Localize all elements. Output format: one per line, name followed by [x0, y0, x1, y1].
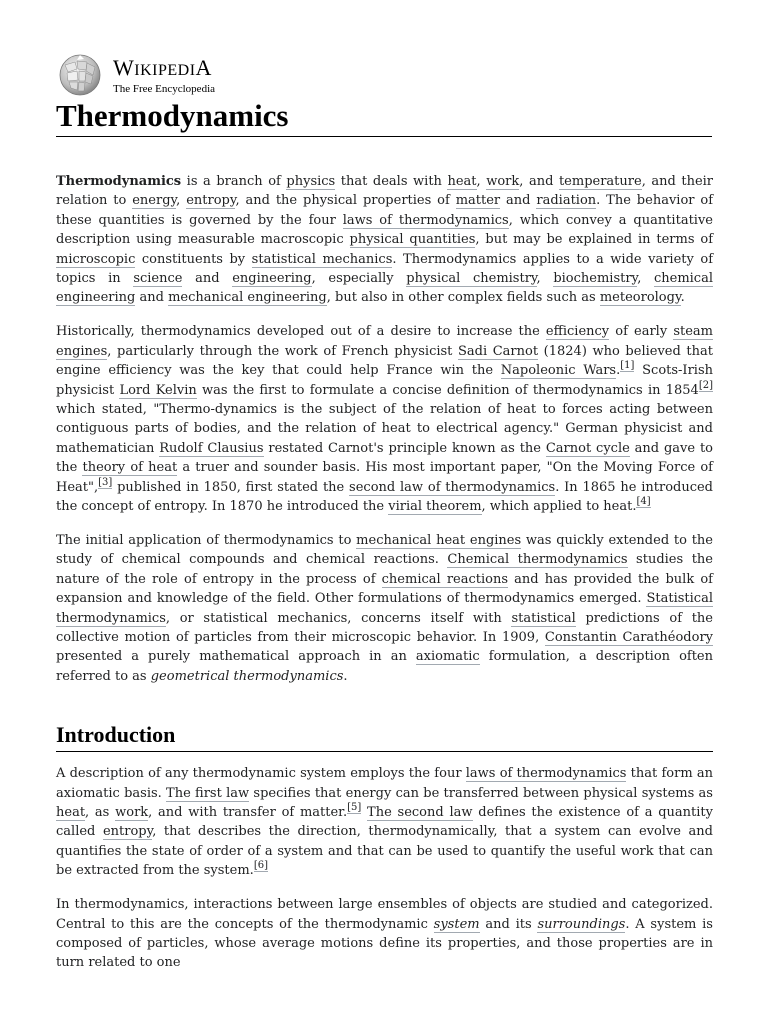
link-science[interactable]: science	[133, 271, 183, 287]
article-body	[56, 172, 713, 987]
link-laws-of-thermodynamics-2[interactable]: laws of thermodynamics	[465, 766, 627, 782]
link-first-law[interactable]: The first law	[166, 785, 250, 801]
link-lord-kelvin[interactable]: Lord Kelvin	[119, 382, 197, 398]
link-microscopic[interactable]: microscopic	[56, 251, 136, 267]
link-entropy-2[interactable]: entropy	[102, 824, 153, 840]
link-second-law[interactable]: The second law	[367, 804, 473, 820]
paragraph-applications: The initial application of thermodynamics to mechanical heat engines was quickly extended to the study of chemical compounds and chemical reactions. Chemical thermodynamics studies the nature of the role of entropy in the process of chemical reactions and has provided the bulk of expansion and knowledge of the field. Other formulations of thermodynamics emerged. Statistical thermodynamics, or statistical mechanics, concerns itself with statistical predictions of the collective motion of particles from their microscopic behavior. In 1909, Constantin Carathéodory presented a purely mathematical approach in an axiomatic formulation, a description often referred to as geometrical thermodynamics.	[56, 532, 714, 684]
wikipedia-globe-icon[interactable]	[55, 53, 105, 97]
link-heat[interactable]: heat	[447, 174, 477, 189]
link-heat-2[interactable]: heat	[56, 804, 86, 820]
link-physics[interactable]: physics	[286, 174, 336, 189]
link-sadi-carnot[interactable]: Sadi Carnot	[458, 343, 539, 359]
wordmark-subtitle: The Free Encyclopedia	[113, 83, 216, 95]
link-chemical-reactions[interactable]: chemical reactions	[381, 571, 509, 587]
reference-6[interactable]: [6]	[253, 860, 268, 872]
reference-3[interactable]: [3]	[98, 476, 113, 488]
link-radiation[interactable]: radiation	[536, 193, 597, 209]
link-energy[interactable]: energy	[132, 193, 177, 209]
link-system[interactable]: system	[433, 916, 480, 932]
link-physical-quantities[interactable]: physical quantities	[349, 232, 476, 248]
geometrical-thermodynamics-term: geometrical thermodynamics	[150, 668, 344, 684]
link-biochemistry[interactable]: biochemistry	[553, 271, 638, 287]
link-physical-chemistry[interactable]: physical chemistry	[406, 271, 537, 287]
section-heading-introduction: Introduction	[56, 722, 713, 752]
link-mechanical-heat-engines[interactable]: mechanical heat engines	[356, 532, 522, 548]
link-efficiency[interactable]: efficiency	[545, 324, 610, 340]
link-steam-engines[interactable]: steam engines	[56, 324, 713, 359]
link-carnot-cycle[interactable]: Carnot cycle	[545, 440, 630, 456]
link-rudolf-clausius[interactable]: Rudolf Clausius	[159, 440, 264, 456]
link-matter[interactable]: matter	[455, 193, 501, 209]
link-statistical-thermodynamics[interactable]: Statistical thermodynamics	[56, 591, 713, 626]
link-work-2[interactable]: work	[115, 804, 149, 820]
link-second-law-of-thermodynamics[interactable]: second law of thermodynamics	[349, 479, 556, 495]
link-entropy[interactable]: entropy	[186, 193, 236, 209]
paragraph-intro-2: In thermodynamics, interactions between large ensembles of objects are studied and categorized. Central to this are the concepts of the thermodynamic system and its surroundings. A system is composed of particles, whose average motions define its properties, and those properties are in turn related to one	[56, 897, 713, 971]
wordmark-title: WIKIPEDIA	[113, 55, 212, 80]
link-laws-of-thermodynamics[interactable]: laws of thermodynamics	[342, 212, 509, 228]
reference-2[interactable]: [2]	[698, 379, 713, 391]
link-mechanical-engineering[interactable]: mechanical engineering	[168, 290, 327, 306]
link-statistical-mechanics[interactable]: statistical mechanics	[251, 251, 393, 267]
wikipedia-wordmark[interactable]	[113, 57, 215, 95]
paragraph-lead: Thermodynamics is a branch of physics that deals with heat, work, and temperature, and their relation to energy, entropy, and the physical properties of matter and radiation. The behavior of these quantities is governed by the four laws of thermodynamics, which convey a quantitative description using measurable macroscopic physical quantities, but may be explained in terms of microscopic constituents by statistical mechanics. Thermodynamics applies to a wide variety of topics in science and engineering, especially physical chemistry, biochemistry, chemical engineering and mechanical engineering, but also in other complex fields such as meteorology.	[56, 174, 714, 306]
link-engineering[interactable]: engineering	[232, 271, 312, 287]
link-napoleonic-wars[interactable]: Napoleonic Wars	[500, 363, 617, 379]
link-chemical-thermodynamics[interactable]: Chemical thermodynamics	[447, 552, 628, 568]
reference-4[interactable]: [4]	[636, 496, 651, 507]
link-constantin-caratheodory[interactable]: Constantin Carathéodory	[544, 629, 714, 645]
link-temperature[interactable]: temperature	[558, 174, 642, 189]
link-meteorology[interactable]: meteorology	[599, 290, 681, 306]
paragraph-history: Historically, thermodynamics developed out of a desire to increase the efficiency of early steam engines, particularly through the work of French physicist Sadi Carnot (1824) who believed that engine efficiency was the key that could help France win the Napoleonic Wars.[1] Scots-Irish physicist Lord Kelvin was the first to formulate a concise definition of thermodynamics in 1854[2] which stated, "Thermo-dynamics is the subject of the relation of heat to forces acting between contiguous parts of bodies, and the relation of heat to electrical agency." German physicist and mathematician Rudolf Clausius restated Carnot's principle known as the Carnot cycle and gave to the theory of heat a truer and sounder basis. His most important paper, "On the Moving Force of Heat",[3] published in 1850, first stated the second law of thermodynamics. In 1865 he introduced the concept of entropy. In 1870 he introduced the virial theorem, which applied to heat.[4]	[56, 324, 714, 514]
page-title: Thermodynamics	[56, 98, 712, 137]
link-surroundings[interactable]: surroundings	[537, 916, 626, 932]
paragraph-intro-1: A description of any thermodynamic system employs the four laws of thermodynamics that form an axiomatic basis. The first law specifies that energy can be transferred between physical systems as heat, as work, and with transfer of matter.[5] The second law defines the existence of a quantity called entropy, that describes the direction, thermodynamically, that a system can evolve and quantifies the state of order of a system and that can be used to quantify the useful work that can be extracted from the system.[6]	[56, 766, 714, 879]
link-theory-of-heat[interactable]: theory of heat	[82, 460, 178, 476]
link-work[interactable]: work	[486, 174, 520, 189]
link-axiomatic[interactable]: axiomatic	[415, 649, 480, 665]
link-chemical-engineering[interactable]: chemical engineering	[56, 271, 713, 306]
link-statistical[interactable]: statistical	[511, 610, 576, 626]
reference-5[interactable]: [5]	[347, 801, 362, 813]
reference-1[interactable]: [1]	[620, 360, 635, 372]
link-virial-theorem[interactable]: virial theorem	[388, 499, 482, 514]
